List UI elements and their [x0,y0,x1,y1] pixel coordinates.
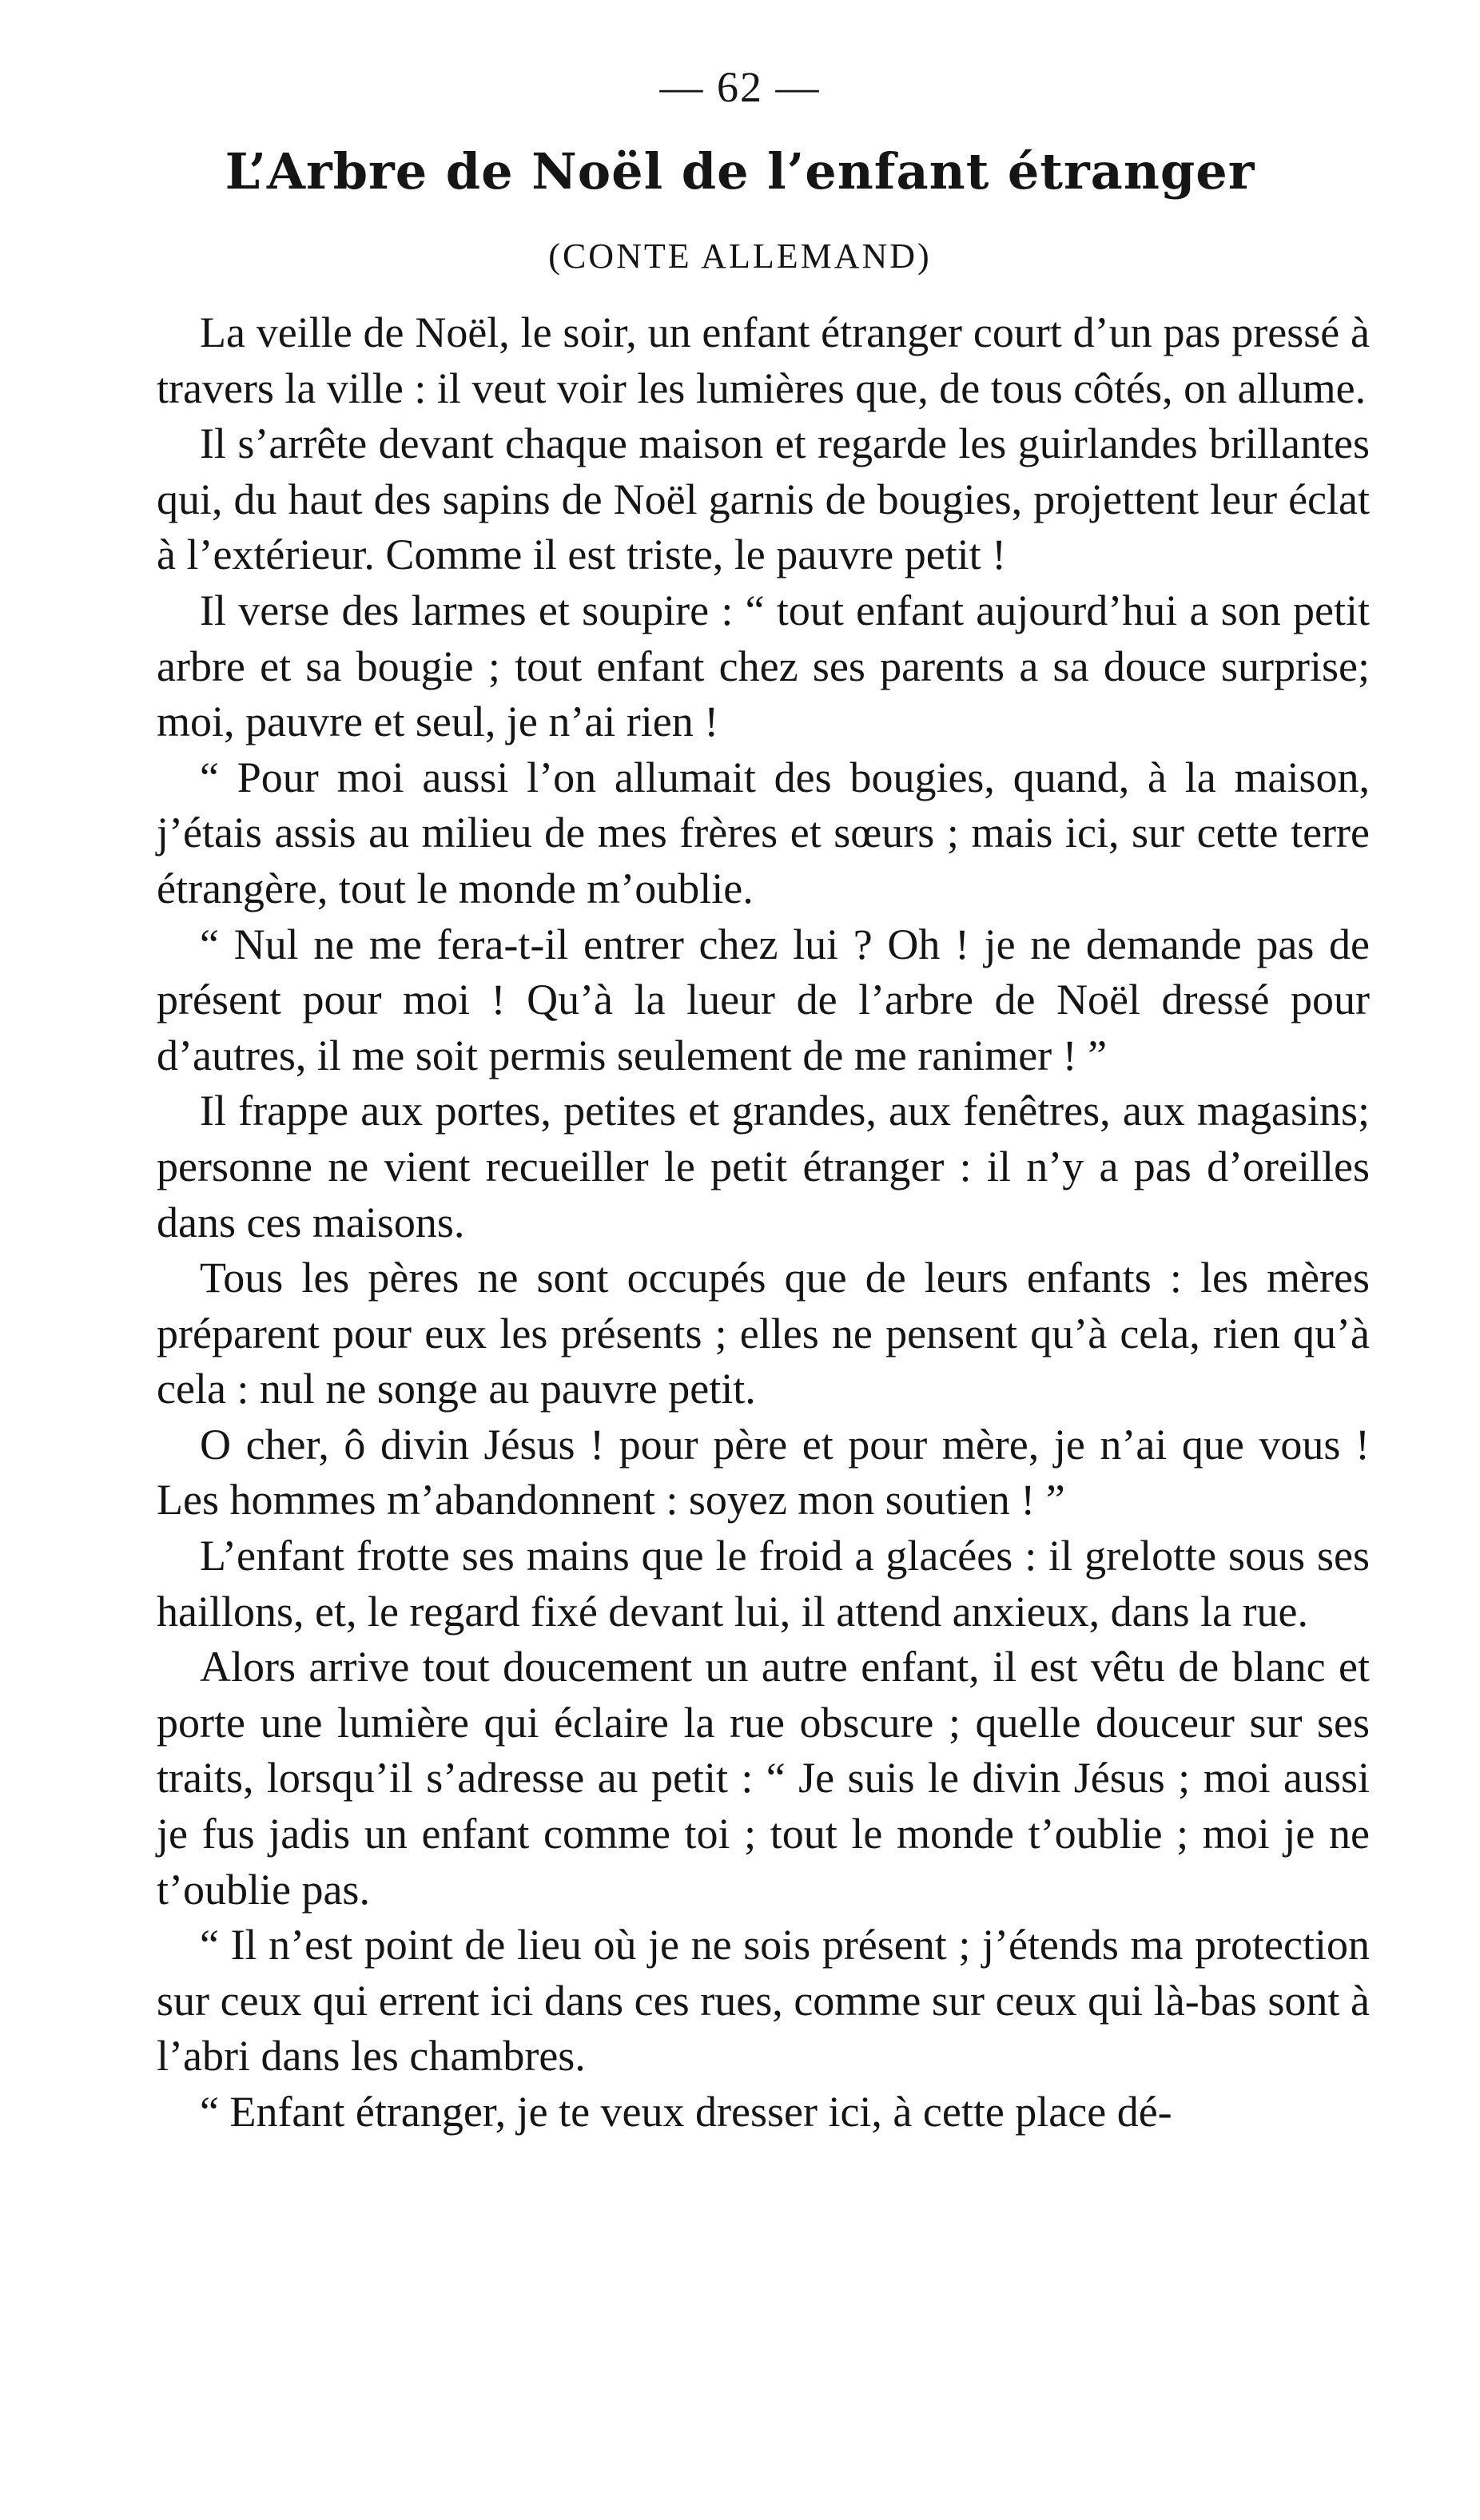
page-number: — 62 — [659,63,821,111]
paragraph: “ Il n’est point de lieu où je ne sois présent ; j’étends ma protection sur ceux qui errent ici dans ces rues, comme sur ceux qui là-bas sont à l’abri dans les chambres. [157,1921,1370,2081]
paragraph: Alors arrive tout doucement un autre enfant, il est vêtu de blanc et porte une lumière qui éclaire la rue obscure ; quelle douceur sur ses traits, lorsqu’il s’adresse au petit : “ Je suis le divin Jésus ; moi aussi je fus jadis un enfant comme toi ; tout le monde t’oublie ; moi je ne t’oublie pas. [157,1643,1370,1914]
paragraph: Il verse des larmes et soupire : “ tout enfant aujourd’hui a son petit arbre et sa bougie ; tout enfant chez ses parents a sa douce surprise; moi, pauvre et seul, je n’ai rien ! [157,586,1370,746]
paragraph: L’enfant frotte ses mains que le froid a glacées : il grelotte sous ses haillons, et, le regard fixé devant lui, il attend anxieux, dans la rue. [157,1532,1370,1636]
paragraph: La veille de Noël, le soir, un enfant étranger court d’un pas pressé à travers la ville : il veut voir les lumières que, de tous côtés, on allume. [157,308,1370,412]
paragraph: Il s’arrête devant chaque maison et regarde les guirlandes brillantes qui, du haut des sapins de Noël garnis de bougies, projettent leur éclat à l’extérieur. Comme il est triste, le pauvre petit ! [157,419,1370,579]
paragraph: “ Pour moi aussi l’on allumait des bougies, quand, à la maison, j’étais assis au milieu de mes frères et sœurs ; mais ici, sur cette terre étrangère, tout le monde m’oublie. [157,753,1370,912]
paragraph: O cher, ô divin Jésus ! pour père et pour mère, je n’ai que vous ! Les hommes m’abandonnent : soyez mon soutien ! ” [157,1420,1370,1524]
chapter-title: L’Arbre de Noël de l’enfant étranger [225,142,1255,201]
body-text [157,305,1370,2140]
paragraph: “ Nul ne me fera-t-il entrer chez lui ? Oh ! je ne demande pas de présent pour moi ! Qu’à la lueur de l’arbre de Noël dressé pour d’autres, il me soit permis seulement de me ranimer ! ” [157,920,1370,1079]
paragraph: Il frappe aux portes, petites et grandes, aux fenêtres, aux magasins; personne ne vient recueiller le petit étranger : il n’y a pas d’oreilles dans ces maisons. [157,1087,1370,1246]
chapter-subtitle: (CONTE ALLEMAND) [548,236,932,276]
paragraph: Tous les pères ne sont occupés que de leurs enfants : les mères préparent pour eux les présents ; elles ne pensent qu’à cela, rien qu’à cela : nul ne songe au pauvre petit. [157,1254,1370,1413]
paragraph: “ Enfant étranger, je te veux dresser ici, à cette place dé- [200,2088,1172,2136]
